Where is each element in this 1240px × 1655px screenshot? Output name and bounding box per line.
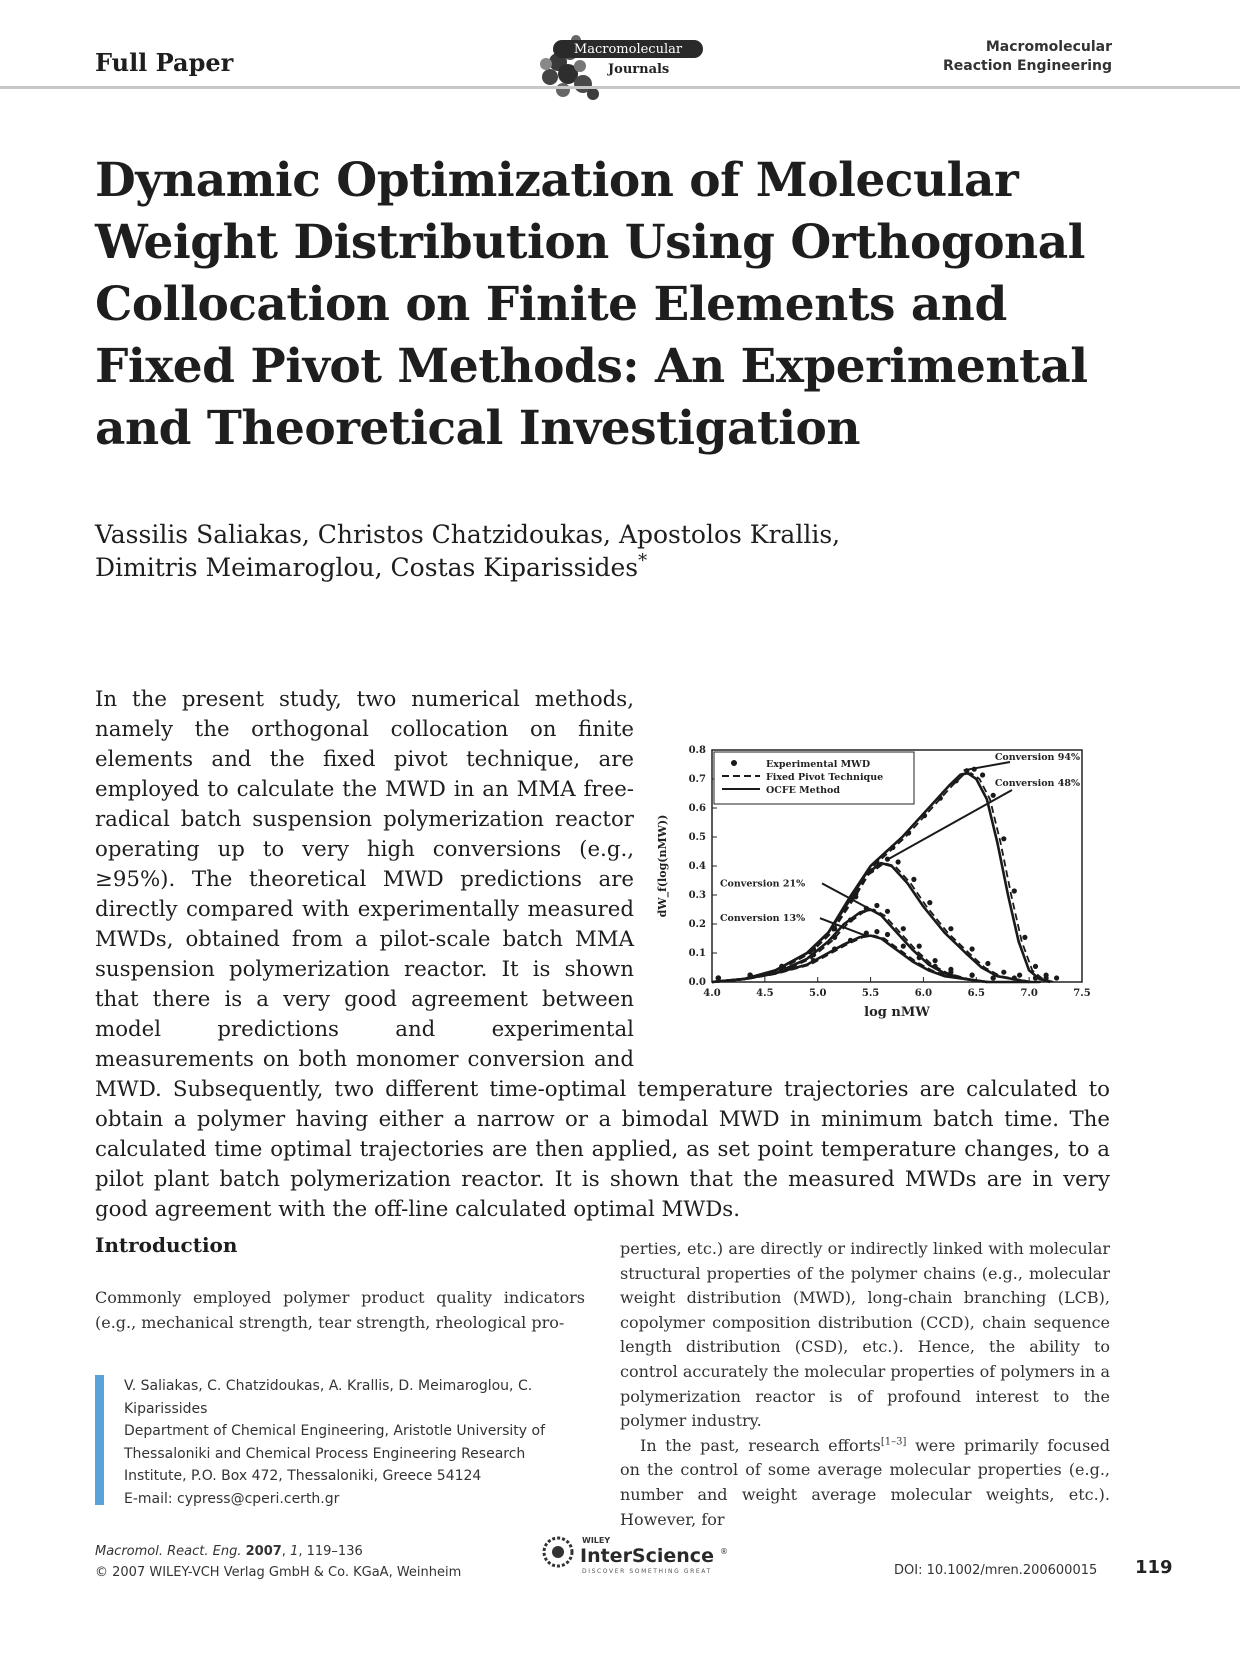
citation-line: Macromol. React. Eng. 2007, 1, 119–136: [95, 1544, 363, 1559]
affiliation-line-5: Institute, P.O. Box 472, Thessaloniki, Greece 54124: [124, 1468, 482, 1484]
experimental-point: [832, 946, 837, 951]
intro-paragraph-2-end: were primarily focused on the control of some average molecular properties (e.g., number and weight average molecular weights, etc.). However, for: [620, 1435, 1111, 1529]
x-tick-label: 4.5: [756, 988, 774, 999]
experimental-point: [1044, 975, 1049, 980]
contact-email[interactable]: E-mail: cypress@cperi.certh.gr: [124, 1490, 340, 1507]
author-line-2-text: Dimitris Meimaroglou, Costas Kiparissides: [95, 553, 639, 582]
experimental-point: [832, 926, 837, 931]
corresponding-author-asterisk: *: [638, 550, 648, 572]
experimental-point: [853, 894, 858, 899]
experimental-point: [991, 793, 996, 798]
abstract-text: In the present study, two numerical methods, namely the orthogonal collocation on finite elements and the fixed pivot technique, are employed to calculate the MWD in an MMA free-radical batch suspension polymerization reactor operating up to very high conversions (e.g., ≥95%). The theoretical MWD predictions are directly compared with experimentally measured MWDs, obtained from a pilot-scale batch MMA suspension polymerization reactor. It is shown that there is a very good agreement between model predictions and experimental measurements on both monomer conversion and MWD. Subsequently, two different time-optimal temperature trajectories are calculated to obtain a polymer having either a narrow or a bimodal MWD in minimum batch time. The calculated time optimal trajectories are then applied, as set point temperature changes, to a pilot plant batch polymerization reactor. It is shown that the measured MWDs are in very good agreement with the off-line calculated optimal MWDs.: [95, 687, 1110, 1222]
header-section-label: Full Paper: [95, 48, 234, 77]
experimental-point: [885, 909, 890, 914]
x-tick-label: 4.0: [703, 988, 721, 999]
y-tick-label: 0.5: [688, 832, 706, 843]
experimental-point: [948, 926, 953, 931]
experimental-point: [1022, 935, 1027, 940]
affiliation-line-1: V. Saliakas, C. Chatzidoukas, A. Krallis, D. Meimaroglou, C.: [124, 1378, 533, 1394]
experimental-point: [985, 961, 990, 966]
intro-right-column: [620, 1237, 1110, 1532]
experimental-point: [933, 958, 938, 963]
legend-label: Experimental MWD: [766, 759, 871, 770]
experimental-point: [811, 958, 816, 963]
annotation-arrow: [964, 762, 1010, 770]
experimental-point: [848, 938, 853, 943]
experimental-point: [1033, 975, 1038, 980]
citation-volume: 1: [290, 1544, 299, 1559]
citation-year: 2007: [245, 1544, 282, 1559]
x-tick-label: 7.5: [1073, 988, 1091, 999]
experimental-point: [716, 975, 721, 980]
affiliation-line-2: Kiparissides: [124, 1400, 208, 1417]
experimental-point: [885, 932, 890, 937]
y-tick-label: 0.6: [688, 803, 706, 814]
experimental-point: [970, 973, 975, 978]
annotation-label: Conversion 48%: [994, 778, 1080, 789]
experimental-point: [980, 772, 985, 777]
author-list: [95, 518, 1055, 584]
x-axis-label: log nMW: [864, 1005, 930, 1020]
experimental-point: [1012, 975, 1017, 980]
experimental-point: [948, 970, 953, 975]
legend-label: OCFE Method: [766, 785, 840, 796]
experimental-point: [901, 926, 906, 931]
x-tick-label: 7.0: [1020, 988, 1038, 999]
experimental-point: [938, 796, 943, 801]
registered-mark: ®: [720, 1547, 728, 1556]
x-tick-label: 6.5: [967, 988, 985, 999]
header-divider: [0, 86, 1240, 89]
author-line-2: [95, 551, 1055, 584]
legend-label: Fixed Pivot Technique: [766, 772, 884, 783]
experimental-point: [911, 877, 916, 882]
abstract: [95, 685, 1110, 1225]
experimental-point: [1017, 973, 1022, 978]
annotation-label: Conversion 21%: [720, 878, 806, 890]
annotation-label: Conversion 13%: [720, 913, 806, 925]
experimental-point: [1001, 970, 1006, 975]
experimental-point: [991, 975, 996, 980]
y-tick-label: 0.4: [688, 861, 706, 872]
experimental-point: [954, 778, 959, 783]
intro-paragraph-2: [620, 1434, 1110, 1532]
y-tick-label: 0.2: [688, 919, 706, 930]
x-tick-label: 6.0: [914, 988, 933, 999]
y-axis-label: dW_f(log(nMW)): [656, 814, 669, 918]
y-tick-label: 0.3: [688, 890, 706, 901]
affiliation-line-4: Thessaloniki and Chemical Process Engineering Research: [124, 1445, 526, 1462]
experimental-point: [874, 903, 879, 908]
experimental-point: [901, 944, 906, 949]
affiliation-line-3: Department of Chemical Engineering, Aristotle University of: [124, 1423, 545, 1439]
journal-abbreviation: Macromol. React. Eng.: [95, 1544, 242, 1559]
experimental-point: [1001, 836, 1006, 841]
author-line-1: Vassilis Saliakas, Christos Chatzidoukas, Apostolos Krallis,: [95, 520, 841, 549]
y-tick-label: 0.1: [688, 948, 706, 959]
experimental-point: [927, 900, 932, 905]
journal-name-line-2: Reaction Engineering: [943, 58, 1112, 74]
experimental-point: [917, 955, 922, 960]
experimental-point: [1012, 888, 1017, 893]
experimental-point: [748, 973, 753, 978]
intro-paragraph-1-continued: perties, etc.) are directly or indirectly linked with molecular structural properties of the polymer chains (e.g., molecular weight distribution (MWD), long-chain branching (LCB), copolymer composition distribution (CCD), chain sequence length distribution (CSD), etc.). Hence, the ability to control accurately the molecular properties of polymers in a polymerization reactor is of profound interest to the polymer industry.: [620, 1239, 1110, 1431]
doi[interactable]: DOI: 10.1002/mren.200600015: [894, 1563, 1098, 1578]
journal-name: [943, 38, 1112, 76]
legend-marker-experimental: [731, 760, 737, 766]
experimental-point: [917, 944, 922, 949]
y-tick-label: 0.0: [688, 977, 706, 988]
experimental-point: [832, 935, 837, 940]
experimental-point: [922, 813, 927, 818]
experimental-point: [874, 929, 879, 934]
y-tick-label: 0.7: [688, 774, 706, 785]
experimental-point: [869, 868, 874, 873]
x-tick-label: 5.5: [861, 988, 880, 999]
experimental-point: [896, 859, 901, 864]
experimental-point: [811, 952, 816, 957]
wiley-interscience-logo: [540, 1530, 740, 1580]
citation-pages: 119–136: [306, 1544, 363, 1559]
citation-reference: [1–3]: [880, 1436, 907, 1448]
experimental-point: [1033, 964, 1038, 969]
page-number: 119: [1135, 1557, 1173, 1578]
macromolecular-journals-logo: [528, 22, 713, 104]
intro-left-column: [95, 1285, 585, 1335]
mwd-chart: [652, 742, 1110, 1072]
logo-text-macromolecular: Macromolecular: [573, 42, 683, 57]
paper-title: Dynamic Optimization of Molecular Weight Distribution Using Orthogonal Collocation on Finite Elements and Fixed Pivot Methods: An Experimental and Theoretical Investigation: [95, 153, 1088, 456]
journal-name-line-1: Macromolecular: [985, 39, 1112, 55]
interscience-tagline: DISCOVER SOMETHING GREAT: [582, 1568, 712, 1575]
experimental-point: [1054, 975, 1059, 980]
experimental-point: [933, 964, 938, 969]
experimental-point: [779, 967, 784, 972]
footer-citation: [95, 1541, 461, 1583]
copyright-line: © 2007 WILEY-VCH Verlag GmbH & Co. KGaA, Weinheim: [95, 1565, 462, 1580]
logo-text-journals: Journals: [608, 62, 670, 77]
annotation-label: Conversion 94%: [994, 752, 1080, 763]
experimental-point: [970, 946, 975, 951]
author-affiliation-box: [95, 1375, 575, 1505]
intro-paragraph-1: Commonly employed polymer product quality indicators (e.g., mechanical strength, tear strength, rheological pro-: [95, 1288, 585, 1332]
section-heading-introduction: Introduction: [95, 1233, 238, 1257]
y-tick-label: 0.8: [688, 745, 706, 756]
experimental-point: [890, 845, 895, 850]
intro-paragraph-2-start: In the past, research efforts: [640, 1435, 881, 1455]
interscience-logo-text: InterScience: [580, 1545, 714, 1567]
wiley-logo-text: WILEY: [582, 1536, 611, 1545]
experimental-point: [906, 830, 911, 835]
x-tick-label: 5.0: [809, 988, 827, 999]
experimental-point: [848, 917, 853, 922]
